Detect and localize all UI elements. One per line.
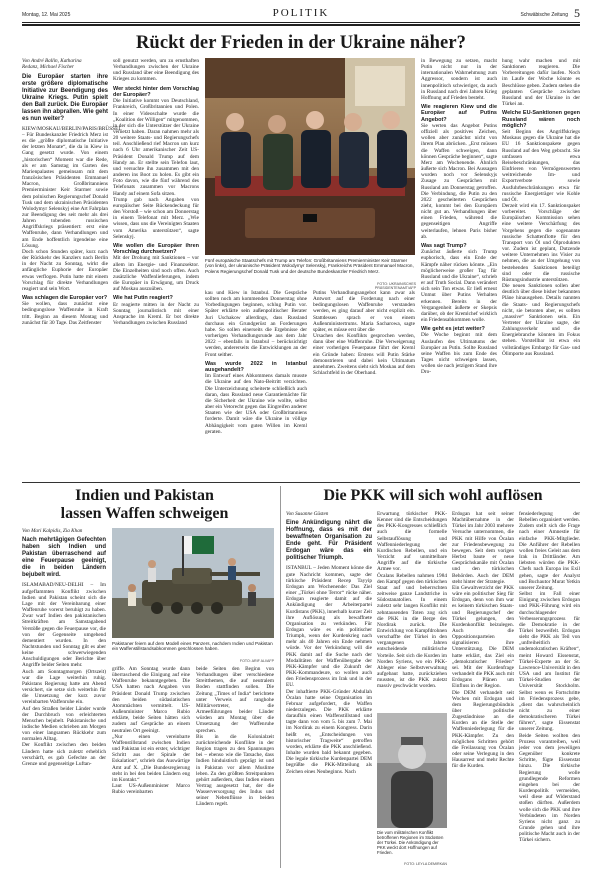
india-column-2	[112, 666, 190, 868]
main-question: Was sagt Trump?	[421, 242, 467, 249]
pkk-photo-caption: Die vom militärischen Konflikt betroffenen Regionen im Südosten der Türkei. Die Ankündigung der PKK weckt dort Hoffnungen auf Frieden.	[377, 830, 444, 855]
main-photo	[205, 58, 415, 255]
pkk-photo	[377, 713, 447, 828]
pkk-paragraph: Erdogan hat seit seiner Machtübernahme in der Türkei im Jahr 2003 mehrere Versuche unternommen, die PKK mit Hilfe von Öcalan zur Friedensbewegung zu bewegen. Seit dem vorigen Herbst baute er neue Gesprächskanäle mit Öcalan und den türkischen Behörden. Auch der DEM steht hinter der Strategie.	[452, 511, 514, 585]
pkk-column-1	[286, 511, 372, 868]
india-headline	[22, 487, 267, 523]
main-headline: Rückt der Frieden in der Ukraine näher?	[135, 33, 467, 53]
main-paragraph: Die Initiative kommt von Deutschland, Frankreich, Großbritannien und Polen. In einer Videoschalte wurde die „Koalition der Willigen“ mitgenommen, in der sich die Unterstützer der Ukraine vernetzt haben. Daran nahmen mehr als 20 weitere Staats- und Regierungschefs teil. Anschließend rief Macron um kurz nach 6 Uhr amerikanischer Zeit US-Präsident Donald Trump auf dem Handy an. Er stellte sein Telefon laut, und versuchte ihn zusammen mit den anderen ins Boot zu holen. Es gibt ein Foto davon, wie die fünf während des Telefonats zusammen vor Macrons Handy auf einem Sofa sitzen.	[113, 98, 199, 197]
main-question: Welche EU-Sanktionen gegen Russland wären noch möglich?	[502, 110, 580, 129]
main-question: Wie wollen die Europäer ihren Vorschlag durchsetzen?	[113, 242, 199, 256]
main-paragraph: KIEW/MOSKAU/BERLIN/PARIS/BRÜSSEL – Für Bundeskanzler Friedrich Merz ist es die „größte diplomatische Initiative der letzten Monate“, die da in Kiew in Gang gesetzt wurde. Von einem „historischen“ Moment war die Rede, als er am Samstag im Garten des Marienpalastes gemeinsam mit dem französischen Präsidenten Emmanuel Macron, Großbritanniens Premierminister Keir Starmer sowie dem polnischen Regierungschef Donald Tusk und dem ukrainischen Präsidenten Wolodymyr Selenskyj eine Art Fahrplan zur Beendigung des seit mehr als drei Jahren tobenden russischen Angriffskriegs präsentiert: erst eine Waffenruhe, dann Verhandlungen und am Ende hoffentlich irgendeine eine Lösung.	[22, 125, 122, 249]
main-paragraph: Trump gab nach Angaben von europäischer Seite Rückendeckung für den Vorstoß – wie schon am Donnerstag in einem Telefonat mit Merz. „Wie wissen, dass uns die Vereinigten Staaten vom Amerika unterstützen“, sagte Selenskyj.	[113, 196, 199, 240]
main-photo-caption: Fünf europäische Staatschefs mit Trump am Telefon: Großbritanniens Premierminister Keir Starmer (von links), der ukrainische Präsident Wolodymyr Selenskyj, Frankreichs Präsident Emmanuel Macron, Polens Regierungschef Donald Tusk und der deutsche Bundeskanzler Friedrich Merz.	[205, 258, 414, 274]
main-paragraph: Er reagierte mitten in der Nacht zu Sonntag journalistisch mit einer Ansprache im Kreml. Er bot direkte Verhandlungen zwischen Russland	[113, 301, 199, 327]
section-title: POLITIK	[272, 7, 330, 19]
pkk-paragraph: fensiederlegung der Rebellen organisiert werden. Zudem stellt sich die Frage nach einer Amnestie für einfache PKK-Mitglieder. Die Anführer der Rebellen wollen freies Geleit aus dem Irak in Drittländer. Am liebsten würden die PKK-Chefs nach Europa ins Exil gehen, sagte der Analyst und Buchautor Murat Yetkin unserer Zeitung.	[519, 511, 580, 591]
main-column-6	[502, 58, 580, 478]
main-column-2	[113, 58, 199, 478]
main-paragraph: in Bewegung zu setzen, macht Putin nicht nur in der internationalen Wahrnehmung zum Aggressor, sondern ist auch innenpolitisch schwieriger, da auch in Russland nach drei Jahren Krieg Hoffnung auf Frieden besteht.	[421, 58, 497, 101]
main-column-1	[22, 58, 122, 478]
main-paragraph: Die neuen Sanktionen sollen aber deutlich über diese bisher bekannten Pläne hinausgehen. Details nannten die Staats- und Regierungschefs nicht, sie betonten aber, es sollten „massive“ Sanktionen sein. Ein Vertreter der Ukraine sagte, der Zahlungsverkehr und die Energiebranche könnten im Fokus stehen. Vorstellbar ist etwa ein vollständiges Embargo für Gas- und Ölimporte aus Russland.	[502, 283, 580, 357]
main-byline-1: Von André Ballin, Katharina	[22, 58, 82, 64]
main-paragraph: soll genutzt werden, um zu ernsthaften Verhandlungen zwischen der Ukraine und Russland über eine Beendigung des Krieges zu kommen.	[113, 58, 199, 83]
main-paragraph: Seit Beginn des Angriffskriegs Moskaus gegen die Ukraine hat die EU 16 Sanktionspakete gegen Russland auf den Weg gebracht. Sie umfassen etwa Reisebeschränkungen, das Einfrieren von Vermögenswerten weitreichende Im- und Exportverbote sowie Ausfuhrbeschränkungen etwa für russische Energieträger wie Kohle und Öl.	[502, 129, 580, 203]
tank-celebration-illustration	[112, 528, 274, 638]
india-paragraph: griffe. Am Sonntag wurde dann überraschend die Einigung auf eine Waffenruhe bekanntgegeben. Die USA hatten nach Angaben von Präsident Donald Trump zwischen den beiden südasiatischen Atommächten vermittelt. US-Außenminister Marco Rubio erklärte, beide Seiten hätten sich zudem auf Gespräche an einem neutralen Ort geeinigt.	[112, 666, 190, 734]
india-lead: Nach mehrtägigen Gefechten haben sich Indien und Pakistan überraschend auf eine Feuerpause geeinigt, die in beiden Ländern bejubelt wird.	[22, 537, 106, 579]
main-paragraph: Die Woche beginnt mit dem Auslaufen des Ultimatums der Europäer an Putin. Sollte Russland seine Waffen bis zum Ende des Tages nicht schweigen lassen, wollen sie nach jetzigem Stand ihre Dro-	[421, 332, 497, 376]
india-paragraph: beide Seiten den Beginn von Verhandlungen über verschiedene Streitthemen, die auf neutralem Boden stattfinden sollen. Die Zeitung „Times of India“ berichtete unter Verweis auf ranghohe Militärvertreter, die Armeeführungen beider Länder würden am Montag über die Umsetzung der Waffenruhe sprechen.	[196, 666, 274, 734]
main-paragraph: Zunächst äußerte sich Trump euphorisch, dass ein Ende der Kämpfe näher rücken könnte. „Ein möglicherweise großer Tag für Russland und die Ukraine“, schrieb er auf Truth Social. Dann verändert sich sein Ton etwas. Er ließ erneut Unmut über Putins Verhalten erkennen. Bereits in der Vergangenheit äußerte er Skepsis darüber, ob der Kremlchef wirklich ein Friedensabkommen wolle.	[421, 249, 497, 323]
india-paragraph: Auch am Sonntagmorgen (Ortszeit) war die Lage weiterhin ruhig. Pakistans Regierung hatte am Abend versichert, sie setze sich weiterhin für die Umsetzung der kurz zuvor vereinbarten Waffenruhe ein.	[22, 668, 106, 706]
header-rule-thick	[22, 24, 580, 26]
main-paragraph: Sie werten das Angebot Putins offiziell als positives Zeichen, wollen aber zunächst nicht von ihrem Plan abrücken. „Erst müssen die Waffen schweigen, dann können Gespräche beginnen“, sagte Merz am Wochenende. Ähnlich äußerte sich Macron. Bei Aussagen wurden noch vor Selenskyjs Zusage zu Gesprächen mit Russland am Donnerstag getroffen. Die Verbindung, die Putin zu den 2022 gescheiterten Gesprächen zieht, kommt bei den Europäern nicht gut an. Verhandlungen über einen Frieden, während die gegenseitigen Angriffe weiterlaufen, lehnen Paris bisher ab.	[421, 122, 497, 240]
india-paragraph: Laut US-Außenminister Marco Rubio vereinbarten	[112, 782, 190, 796]
pkk-paragraph: Der inhaftierte PKK-Gründer Abdullah Öcalan hatte seine Organisation im Februar aufgefordert, die Waffen niederzulegen. Die PKK erklärte daraufhin einen Waffenstillstand und tagte dann von vom 5. bis zum 7. Mai im Nordirak zu einem Kongress. Darin heißt es, „Entscheidungen von historischer Tragweite“ getroffen worden, erklärte die PKK anschließend. Inhalte wurden bald bekannt gegeben. Die legale türkische Kurdenpartei DEM begrüßte die PKK-Mitteilung als Zeichen eines Neubeginns. Nach	[286, 688, 372, 775]
india-column-3	[196, 666, 274, 868]
pkk-paragraph: Die DEM verhandelt seit Wochen mit Erdogan und dem Regierungsbündnis über politische Zugeständnisse an die Kurden an die Stelle der Waffenniederlegung für die PKK-Kämpfer. Zu den möglichen Schritten gehört die Freilassung von Öcalan oder seine Verlegung in den Hausarrest und mehr Rechte für die Kurden.	[452, 689, 514, 770]
pkk-paragraph: Selbst im Fall einer Einigung zwischen Erdogan und PKK-Führung wird ein durchschlagender Verbesserungsprozess für die Demokratie in der Türkei bezweifelt. Erdogan sieht die PKK als Teil von „unfreiheitlich undemokratischen Kräften“, meint Howard Eissenstat, Türkei-Experte an der St. Lawrence-Universität in den USA und am Institut für Türkei-Studien der Universität Stockholm. Selbst wenn es Fortschritte im Friedensprozess gebe, „dient das wahrscheinlich nicht zu einer demokratischeren Türkei führen“, sagte Eissenstat unserer Zeitung.	[519, 591, 580, 733]
main-byline-2: Redanz, Michael Fischer	[22, 64, 75, 71]
main-paragraph: Doch schon Stunden später, kurz nach der Rückkehr des Kanzlers nach Berlin in der Nacht zu Sonntag, wirkt die anfängliche Euphorie der Europäer etwas verflogen. Putin hatte mit einem Vorschlag für direkte Verhandlungen reagiert und sein Wort.	[22, 248, 108, 292]
main-question: Wie reagieren Kiew und die Europäer auf Putins Angebot?	[421, 104, 497, 123]
pkk-column-4	[519, 511, 580, 868]
india-paragraph: Bis in die Kolonialzeit zurückreichende Konflikte in der Region tragen zu den Spannungen bei – ebenso wie die Tatsache, dass Indien hinduistisch geprägt ist und in Pakistan vor allem Muslime leben. Zu den größten Streitpunkten gehört außerdem, dass Indien einem Vertrag ausgesetzt hat, der die Wasserversorgung des Indus und seiner Nebenflüsse in beiden Ländern regelt.	[196, 733, 274, 808]
column-divider	[280, 486, 281, 868]
india-photo-credit: FOTO: ARIF ALI/AFP	[239, 659, 274, 663]
india-paragraph: Der Konflikt zwischen den beiden Ländern hatte sich zuletzt erheblich verschärft, es gab Gefechte an der Grenze und gegenseitige Luftan-	[22, 742, 106, 767]
main-column-4	[313, 290, 415, 478]
main-lead: Die Europäer starten ihre erste größere diplomatische Initiative zur Beendigung des Ukraine Kriegs. Putin spielt den Ball zurück. Die Europäer lassen ihn abprallen. Wie geht es nun weiter?	[22, 73, 108, 122]
india-paragraph: ISLAMABAD/NEU-DELHI – Im aufgeflammten Konflikt zwischen Indien und Pakistan scheint sich die Lage mit der Vereinbarung einer Waffenruhe vorerst beruhigt zu haben. Zwar warf Indien den pakistanischen Streitkräften am Samstagabend Verstöße gegen die Feuerpause vor, die von der Gegenseite umgehend dementiert wurden. In den Nachtstunden und Sonntag gilt es aber keine schwerwiegenden Anschuldigungen oder Berichte über Angriffe beider Seiten mehr.	[22, 582, 106, 669]
main-paragraph: Ursachen des Konflikts gesprochen werden, dann über eine Waffenruhe. Die Verweigerung einer vorherigen Feuerpause führt der Kreml ein Gründe haben: Erstens will Putin Stärke demonstrieren und dabei kein Ultimatum annehmen. Zweitens sieht sich Moskau auf dem Schlachtfeld in der Oberhand.	[313, 333, 415, 377]
india-paragraph: Auf den Straßen beider Länder wurde der Durchbruch von erleichterten Menschen bejubelt. Pakistanische und indische Medien schrieben am Morgen von einer langsamen Rückkehr zum normalen Alltag.	[22, 705, 106, 743]
main-column-5	[421, 58, 497, 478]
issue-date: Montag, 12. Mai 2025	[22, 12, 71, 18]
pkk-headline: Die PKK will sich wohl auflösen	[323, 487, 543, 504]
main-paragraph: kau und Kiew in Istanbul. Die Gespräche sollten noch am kommenden Donnerstag ohne Vorbedingungen beginnen, schlug Putin vor. Später erklärte sein außenpolitischer Berater Juri Uschakow allerdings, dass Russland durchaus ein Grundgerüst an Forderungen habe. So sollen einerseits die Ergebnisse der vorherigen Verhandlungsrunde aus dem Jahr 2022 – ebenfalls in Istanbul – berücksichtigt werden, andererseits die Entwicklungen an der Front seither.	[205, 290, 307, 358]
newspaper-name: Schwäbische Zeitung	[520, 12, 568, 18]
leaders-photo-illustration	[205, 58, 415, 255]
header-rule	[22, 22, 580, 23]
section-divider	[22, 482, 580, 483]
main-question: Wie hat Putin reagiert?	[113, 295, 173, 302]
main-question: Wer steckt hinter dem Vorschlag der Europäer?	[113, 85, 199, 98]
main-paragraph: Putins Verhandlungsangebot kann zwar als Antwort auf die Forderung nach einer bedingungslosen Waffenruhe verstanden werden, es ging darauf aber nicht explizit ein. Stattdessen sprach er von einem Außenministertrums. Maria Sacharowa, sagte später, es müsse erst über die	[313, 290, 415, 333]
pkk-paragraph: Beide Seiten wollten den Prozess vorantreiben, weil jeder von dem jeweiligen Gegenüber konkrete Schritte, fügte Eissenstat hinzu. Die türkische Regierung wolle grundlegende Reformen eingehen bei der Kurdenpolitik vermeiden, weil diese auf Widerstand stoßen dürften. Außerdem wolle sich die PKK und ihre Verbündeten im Norden Syriens nicht ganz zu Grunde gehen und ihre politische Macht auch in der Türkei sichern.	[519, 732, 580, 844]
main-question: Was wurde 2022 in Istanbul ausgehandelt?	[205, 360, 307, 374]
main-paragraph: hung wahr machen und mit Sanktionen reagieren. Die Vorbereitungen dafür laufen. Noch im Laufe der Woche könnte es Beschlüsse geben. Zudem stehen die geplanten Gespräche zwischen Russland und der Ukraine in der Türkei an.	[502, 58, 580, 108]
main-paragraph: Sie wollen, dass zunächst eine bedingungslose Waffenruhe in Kraft tritt. Beginn an diesem Montag und zunächst für 30 Tage. Das Zeitfenster	[22, 301, 108, 326]
india-headline-line-1: Indien und Pakistan	[75, 487, 214, 504]
pkk-paragraph: Öcalans Rebellen nahmen 1984 den Kampf gegen den türkischen Staat auf und beherrschten zeitweise ganze Landstriche in Südostanatolien. In einem zuletzt sehr langen Konflikt mit zehntausenden Toten zog sich die PKK in die Berge des Nordirak zurück. Die Entwicklung von Kampfdrohnen verschaffte der Türkei in den vergangenen Jahren entscheidende militärische Vorteile. Seit sich die Kurden im Norden Syriens, wo ein PKK-Ableger eine Selbstverwaltung aufgebaut hatte, zurückziehen mussten, ist die PKK zuletzt massiv geschwächt worden.	[377, 572, 448, 690]
main-question: Wie geht es jetzt weiter?	[421, 326, 485, 333]
pkk-column-3	[452, 511, 514, 868]
india-paragraph: „Nur einen vereinbarte Waffenstillstand zwischen Indien und Pakistan ist ein erster, wichtiger Schritt aus der Spirale der Eskalation“, schrieb das Auswärtige Amt auf X. „Die Bundesregierung steht in bei den beiden Ländern eng im Kontakt.“	[112, 733, 190, 783]
india-column-1	[22, 528, 106, 868]
pkk-byline: Von Susanne Güsten	[286, 511, 329, 517]
portrait-illustration	[377, 713, 447, 828]
main-column-3	[205, 290, 307, 478]
india-byline: Von Mari Kalpidis, Zia Khan	[22, 528, 83, 534]
main-paragraph: Mit der Drohung mit Sanktionen – vor allem im Energie- und Finanzsektor. Die Einzelheiten sind noch offen. Auch zusätzliche Waffenlieferungen, indem die Europäer in Erwägung, um Druck auf Moskau auszuüben.	[113, 255, 199, 293]
main-question: Was schlagen die Europäer vor?	[22, 295, 108, 302]
india-photo	[112, 528, 274, 638]
main-photo-credit: FOTO: UKRAINISCHES PRÄSIDENTENAMT/AFP	[374, 282, 416, 290]
india-headline-line-2: lassen Waffen schweigen	[60, 505, 229, 522]
main-paragraph: Derzeit wird ein 17. Sanktionspaket vorbereitet. Vorschläge der Europäischen Kommission sehen eine weitere Verschärfung des Vorgehens gegen die sogenannte russische Schattenflotte für den Transport von Öl und Ölprodukten vor. Zudem ist geplant, Dutzende weitere Unternehmen ins Visier zu nehmen, die an der Umgehung von bestehenden Sanktionen beteiligt sind oder die russische Rüstungsindustrie unterstützen.	[502, 203, 580, 283]
main-paragraph: Im Entwurf eines Abkommens damals musste die Ukraine auf den Nato-Beitritt verzichten. Die Unterzeichnung scheiterte schließlich auch daran, dass Russland neue Garantiemächte für die Sicherheit der Ukraine wie wollte, selbst aber ein Vetorecht gegen das Eingreifen anderer Staaten wie der USA oder Großbritanniens forderte. Damit wäre die Ukraine in völlige Abhängigkeit vom guten Willen im Kreml geraten.	[205, 373, 307, 435]
page-header	[22, 6, 580, 20]
page-number: 5	[574, 6, 580, 20]
pkk-paragraph: ISTANBUL – Jeden Moment könne die gute Nachricht kommen, sagte der türkische Präsident Recep Tayyip Erdogan am Wochenende: Das Ziel einer „Türkei ohne Terror“ rücke näher. Erdogan reagierte damit auf die Ankündigung der Arbeiterpartei Kurdistans (PKK), innerhalb kurzer Zeit ihre Auflösung als bewaffnete Organisation zu verkünden. Für Erdogan wäre es ein politischer Triumph, wenn der Kurdenkrieg nach mehr als 40 Jahren ein Ende nehmen würde. Vor der Verkündung will die PKK damit auf die Suche nach der Modalitäten der Waffenübergabe der PKK-Kämpfer und die Zukunft der PKK-Kommandeure, so wollen auch den Friedensprozess im Irak und in der EU.	[286, 565, 372, 689]
pkk-paragraph: Ein Gewaltverzicht der PKK wäre ein politischer Sieg für Erdogan, denn von ihm war es keinem türkischen Staats- und Regierungschef der Türkei gelungen, den Kurdenkonflikt beizulegen. Auch die Oppositionsparteien signalisieren ihre Unterstützung. Die DEM hatte erklärt, das Ziel ein „demokratischer Frieden“ sei. Mit der Kurdenfrage verhandelt die PKK auch mit Erdogans Plänen um Einfluss in der Region.	[452, 584, 514, 690]
india-photo-caption: Pakistaner feiern auf dem Modell eines Panzers, nachdem Indien und Pakistan ein Waffenstillstandsabkommen geschlossen haben.	[112, 641, 273, 652]
pkk-photo-credit: FOTO: LEYLA DEMIRKAN	[404, 862, 447, 866]
pkk-lead: Eine Ankündigung nährt die Hoffnung, dass es mit der bewaffneten Organisation zu Ende geht. Für Präsident Erdogan wäre das ein politischer Triumph.	[286, 520, 372, 562]
pkk-paragraph: Erwartung türkischer PKK-Kenner sind die Entscheidungen des PKK-Kongresses schließlich auch die formelle Selbstauflösung und Waffenniederlegung der Kurdischen Rebellen, und ein Verzicht auf unmittelbare Angriffe auf die türkische Armee vor.	[377, 511, 447, 573]
pkk-column-2	[377, 511, 447, 711]
